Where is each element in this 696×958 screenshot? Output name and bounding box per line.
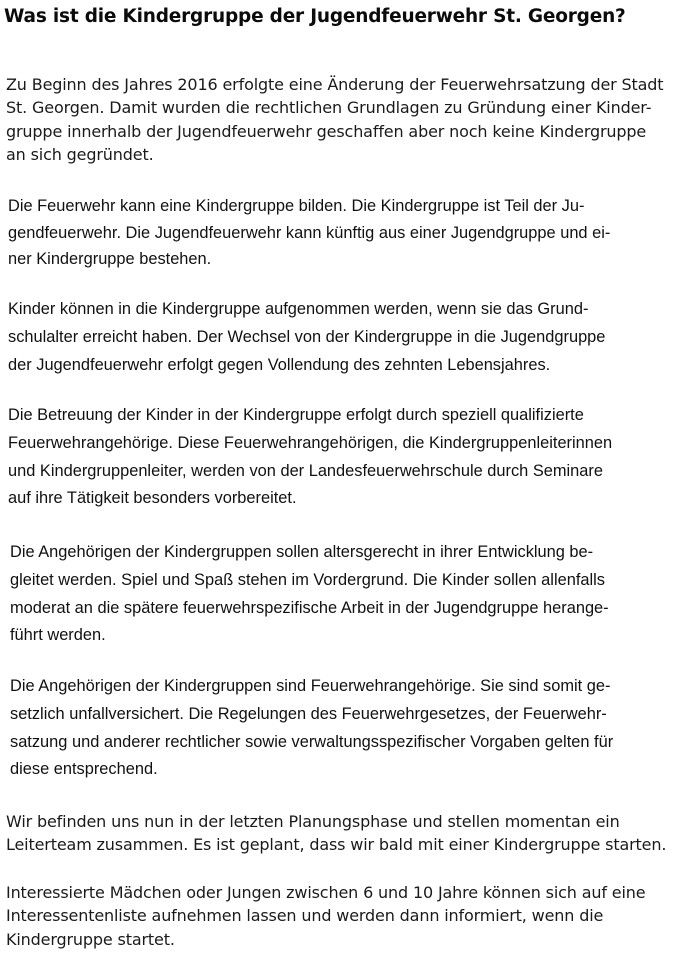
paragraph-interessentenliste xyxy=(6,881,645,951)
paragraph-line: gleitet werden. Spiel und Spaß stehen im Vordergrund. Die Kinder sollen allenfalls xyxy=(10,570,605,589)
paragraph-line: der Jugendfeuerwehr erfolgt gegen Vollendung des zehnten Lebensjahres. xyxy=(8,355,551,374)
paragraph-line: Die Angehörigen der Kindergruppen sollen altersgerecht in ihrer Entwicklung be- xyxy=(10,543,594,561)
paragraph-line: Feuerwehrangehörige. Diese Feuerwehrangehörigen, die Kindergruppenleiterinnen xyxy=(8,433,613,452)
paragraph-line: Leiterteam zusammen. Es ist geplant, dass wir bald mit einer Kindergruppe starten. xyxy=(6,835,667,855)
paragraph-line: Die Feuerwehr kann eine Kindergruppe bilden. Die Kindergruppe ist Teil der Ju- xyxy=(8,197,585,215)
paragraph-line: Kindergruppe startet. xyxy=(6,929,175,949)
paragraph-line: satzung und anderer rechtlicher sowie verwaltungsspezifischer Vorgaben gelten für xyxy=(10,732,614,751)
page-title: Was ist die Kindergruppe der Jugendfeuerwehr St. Georgen? xyxy=(4,6,626,27)
paragraph-line: St. Georgen. Damit wurden die rechtlichen Grundlagen zu Gründung einer Kinder- xyxy=(6,98,652,118)
paragraph-betreuung xyxy=(8,402,612,513)
paragraph-line: gruppe innerhalb der Jugendfeuerwehr geschaffen aber noch keine Kindergruppe xyxy=(6,121,647,141)
paragraph-line: Interessentenliste aufnehmen lassen und werden dann informiert, wenn die xyxy=(6,906,604,926)
paragraph-line: gendfeuerwehr. Die Jugendfeuerwehr kann künftig aus einer Jugendgruppe und ei- xyxy=(8,223,611,242)
paragraph-line: setzlich unfallversichert. Die Regelungen des Feuerwehrgesetzes, der Feuerwehr- xyxy=(10,704,607,723)
paragraph-line: führt werden. xyxy=(10,626,106,645)
paragraph-line: Zu Beginn des Jahres 2016 erfolgte eine Änderung der Feuerwehrsatzung der Stadt xyxy=(6,75,664,94)
paragraph-line: diese entsprechend. xyxy=(10,760,158,779)
paragraph-versicherung xyxy=(10,673,613,784)
paragraph-line: an sich gegründet. xyxy=(6,144,154,164)
paragraph-entwicklung xyxy=(10,539,609,650)
paragraph-line: moderat an die spätere feuerwehrspezifische Arbeit in der Jugendgruppe herange- xyxy=(10,598,609,617)
paragraph-line: schulalter erreicht haben. Der Wechsel von der Kindergruppe in die Jugendgruppe xyxy=(8,327,606,346)
paragraph-line: ner Kindergruppe bestehen. xyxy=(8,250,212,268)
paragraph-line: Interessierte Mädchen oder Jungen zwischen 6 und 10 Jahre können sich auf eine xyxy=(6,883,646,902)
paragraph-line: Kinder können in die Kindergruppe aufgenommen werden, wenn sie das Grund- xyxy=(8,300,589,318)
paragraph-line: auf ihre Tätigkeit besonders vorbereitet. xyxy=(8,489,297,508)
paragraph-line: Wir befinden uns nun in der letzten Planungsphase und stellen momentan ein xyxy=(6,812,620,831)
paragraph-line: Die Betreuung der Kinder in der Kindergruppe erfolgt durch speziell qualifizierte xyxy=(8,406,584,424)
paragraph-line: Die Angehörigen der Kindergruppen sind Feuerwehrangehörige. Sie sind somit ge- xyxy=(10,677,611,695)
paragraph-line: und Kindergruppenleiter, werden von der Landesfeuerwehrschule durch Seminare xyxy=(8,461,603,480)
paragraph-aufnahme xyxy=(8,296,605,379)
paragraph-intro xyxy=(6,73,663,166)
paragraph-planung xyxy=(6,810,666,857)
paragraph-kindergruppe-bilden xyxy=(8,193,610,273)
